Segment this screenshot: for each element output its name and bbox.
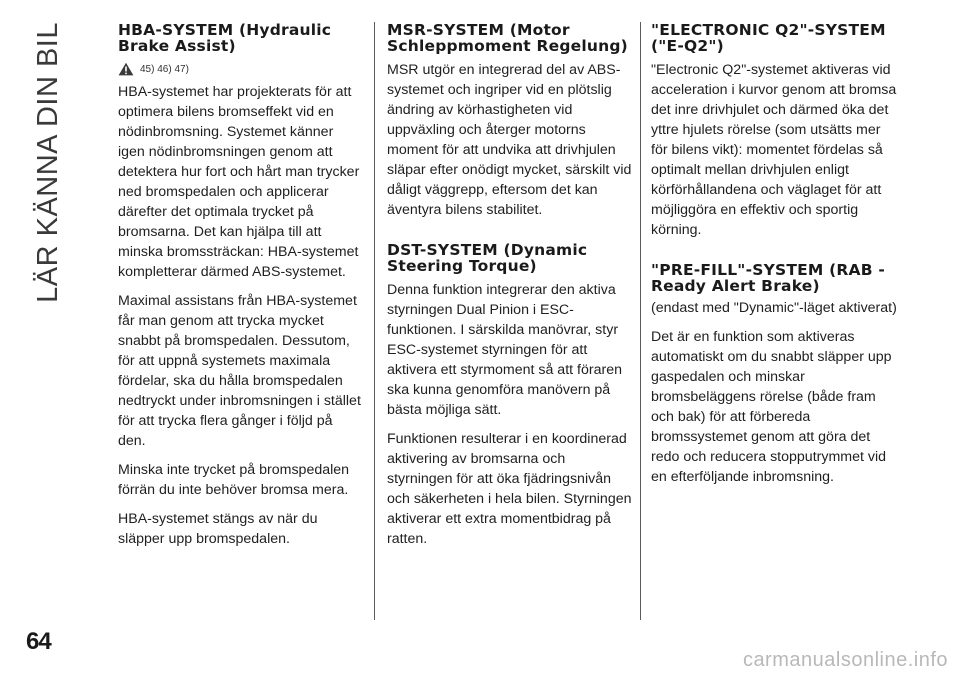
heading-prefill: "PRE-FILL"-SYSTEM (RAB - Ready Alert Brake)	[651, 261, 886, 295]
warning-ref-numbers: 45) 46) 47)	[140, 63, 189, 75]
dst-paragraph-2: Funktionen resulterar i en koordinerad aktivering av bromsarna och styrningen för att öka fjädringsnivån och säkerheten i hela bilen. Styrningen aktiverar ett extra momentbidrag på ratten.	[387, 431, 632, 547]
warning-references	[118, 62, 364, 76]
warning-triangle-icon	[118, 62, 134, 76]
column-divider-2	[640, 22, 641, 620]
heading-dst: DST-SYSTEM (Dynamic Steering Torque)	[387, 241, 588, 275]
eq2-paragraph: "Electronic Q2"-systemet aktiveras vid acceleration i kurvor genom att bromsa det inre drivhjulet och därmed öka det yttre hjulets rörelse (som utsätts mer för bilens vikt): momentet fördelas så optimalt mellan drivhjulen enligt körförhållandena och väglaget för att möjliggöra en effektiv och sportig körning.	[651, 62, 897, 238]
heading-eq2: "ELECTRONIC Q2"-SYSTEM ("E-Q2")	[651, 21, 886, 55]
column-divider-1	[374, 22, 375, 620]
heading-msr: MSR-SYSTEM (Motor Schleppmoment Regelung)	[387, 21, 628, 55]
watermark-url: carmanualsonline.info	[742, 649, 948, 671]
hba-paragraph-4: HBA-systemet stängs av när du släpper upp bromspedalen.	[118, 511, 318, 547]
msr-paragraph: MSR utgör en integrerad del av ABS-systemet och ingriper vid en plötslig ändring av körhastigheten vid uppväxling och återger motorns moment för att undvika att drivhjulen släpar efter onödigt mycket, särskilt vid dåligt väggrepp, eftersom det kan äventyra bilens stabilitet.	[387, 62, 632, 218]
dst-paragraph-1: Denna funktion integrerar den aktiva styrningen Dual Pinion i ESC-funktionen. I särskilda manövrar, styr ESC-systemet styrningen för att aktivera ett styrmoment så att föraren ska kunna genomföra manövern på bästa möjliga sätt.	[387, 282, 622, 418]
column-hba	[118, 22, 364, 558]
heading-hba: HBA-SYSTEM (Hydraulic Brake Assist)	[118, 21, 332, 55]
hba-paragraph-1: HBA-systemet har projekterats för att optimera bilens bromseffekt vid en nödinbromsning. Systemet känner igen nödinbromsningen genom att detektera hur fort och hårt man trycker ned bromspedalen och applicerar därefter det optimala trycket på bromsarna. Det kan hjälpa till att minska bromssträckan: HBA-systemet kompletterar därmed ABS-systemet.	[118, 84, 360, 280]
column-eq2-prefill	[651, 22, 897, 496]
hba-paragraph-2: Maximal assistans från HBA-systemet får man genom att trycka mycket snabbt på bromspedalen. Dessutom, för att uppnå systemets maximala fördelar, ska du hålla bromspedalen nedtryckt under inbromsningen i stället för att trycka flera gånger i följd på den.	[118, 293, 361, 449]
column-msr-dst	[387, 22, 633, 558]
chapter-title-vertical	[22, 22, 74, 662]
prefill-subnote: (endast med "Dynamic"-läget aktiverat)	[651, 300, 897, 316]
prefill-paragraph: Det är en funktion som aktiveras automatiskt om du snabbt släpper upp gaspedalen och minskar bromsbeläggens rörelse (både fram och bak) för att förbereda bromssystemet genom att göra det redo och reducera stopputrymmet vid en efterföljande inbromsning.	[651, 329, 892, 485]
hba-paragraph-3: Minska inte trycket på bromspedalen förrän du inte behöver bromsa mera.	[118, 462, 350, 498]
page-number: 64	[26, 628, 51, 655]
chapter-title-text: LÄR KÄNNA DIN BIL	[31, 22, 64, 303]
